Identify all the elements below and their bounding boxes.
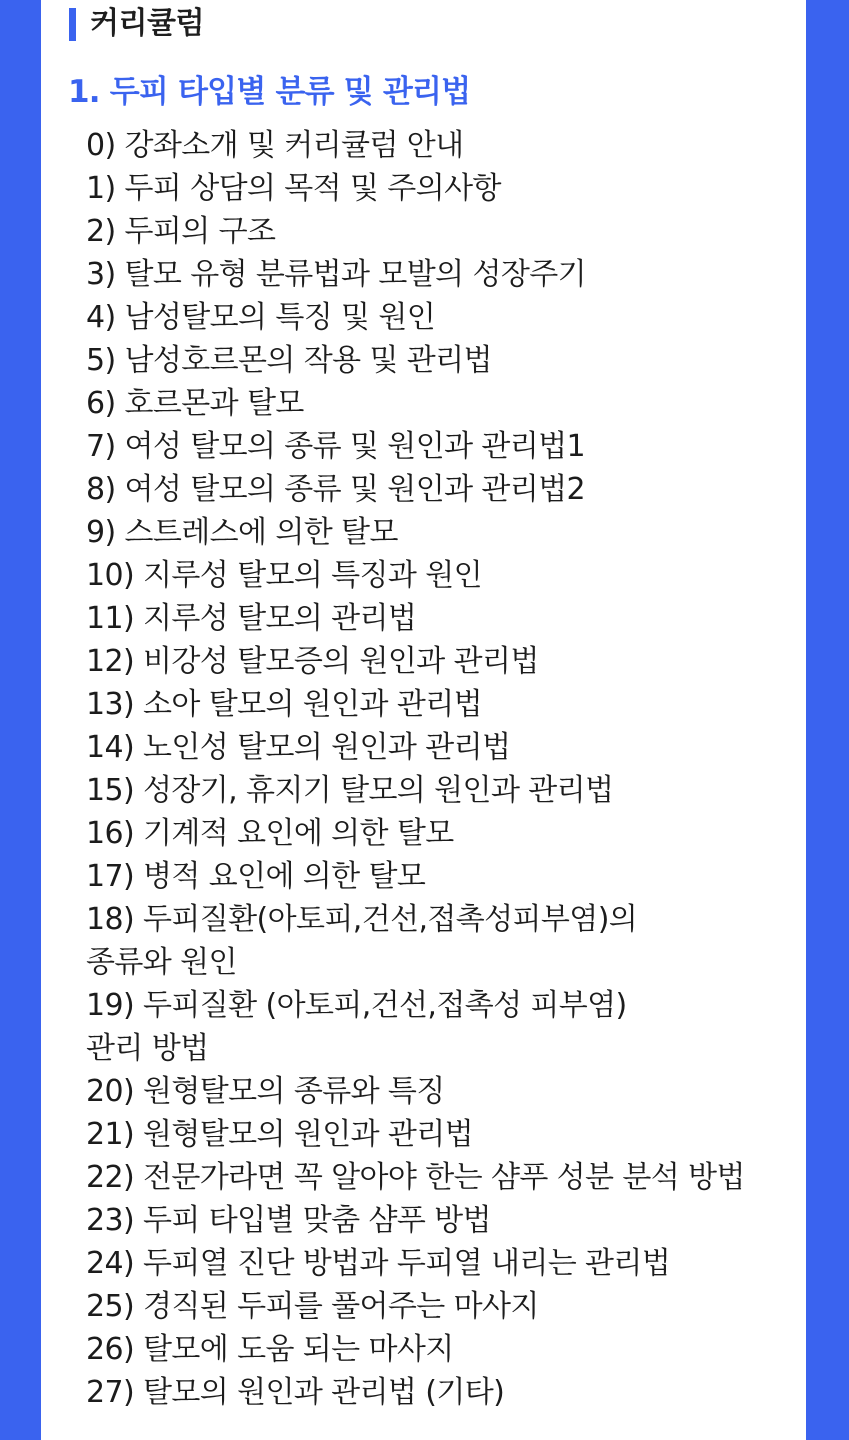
lesson-item: 5) 남성호르몬의 작용 및 관리법: [86, 343, 492, 378]
lesson-item: 20) 원형탈모의 종류와 특징: [86, 1074, 445, 1109]
lesson-item: 종류와 원인: [86, 945, 237, 980]
lesson-item: 3) 탈모 유형 분류법과 모발의 성장주기: [86, 257, 586, 292]
section-title: 커리큘럼: [90, 6, 204, 41]
lesson-item: 21) 원형탈모의 원인과 관리법: [86, 1117, 474, 1152]
lesson-item: 10) 지루성 탈모의 특징과 원인: [86, 558, 483, 593]
lesson-item: 관리 방법: [86, 1031, 209, 1066]
lesson-item: 17) 병적 요인에 의한 탈모: [86, 859, 426, 894]
lesson-item: 14) 노인성 탈모의 원인과 관리법: [86, 730, 511, 765]
lesson-item: 0) 강좌소개 및 커리큘럼 안내: [86, 128, 464, 163]
lesson-item: 4) 남성탈모의 특징 및 원인: [86, 300, 436, 335]
lesson-item: 11) 지루성 탈모의 관리법: [86, 601, 417, 636]
lesson-item: 18) 두피질환(아토피,건선,접촉성피부염)의: [86, 902, 638, 937]
lesson-item: 2) 두피의 구조: [86, 214, 276, 249]
section-header: [69, 6, 204, 42]
lesson-item: 6) 호르몬과 탈모: [86, 386, 304, 421]
lesson-item: 27) 탈모의 원인과 관리법 (기타): [86, 1375, 505, 1410]
lesson-item: 25) 경직된 두피를 풀어주는 마사지: [86, 1289, 539, 1324]
chapter-title: 1. 두피 타입별 분류 및 관리법: [68, 74, 471, 110]
lesson-item: 15) 성장기, 휴지기 탈모의 원인과 관리법: [86, 773, 614, 808]
lesson-item: 23) 두피 타입별 맞춤 샴푸 방법: [86, 1203, 491, 1238]
lesson-item: 13) 소아 탈모의 원인과 관리법: [86, 687, 483, 722]
lesson-item: 24) 두피열 진단 방법과 두피열 내리는 관리법: [86, 1246, 671, 1281]
lesson-list: [86, 124, 745, 1414]
lesson-item: 12) 비강성 탈모증의 원인과 관리법: [86, 644, 539, 679]
lesson-item: 1) 두피 상담의 목적 및 주의사항: [86, 171, 501, 206]
lesson-item: 26) 탈모에 도움 되는 마사지: [86, 1332, 454, 1367]
lesson-item: 19) 두피질환 (아토피,건선,접촉성 피부염): [86, 988, 627, 1023]
lesson-item: 22) 전문가라면 꼭 알아야 한는 샴푸 성분 분석 방법: [86, 1160, 745, 1195]
lesson-item: 8) 여성 탈모의 종류 및 원인과 관리법2: [86, 472, 586, 507]
lesson-item: 16) 기계적 요인에 의한 탈모: [86, 816, 454, 851]
lesson-item: 9) 스트레스에 의한 탈모: [86, 515, 398, 550]
lesson-item: 7) 여성 탈모의 종류 및 원인과 관리법1: [86, 429, 586, 464]
section-accent-bar: [69, 8, 76, 41]
